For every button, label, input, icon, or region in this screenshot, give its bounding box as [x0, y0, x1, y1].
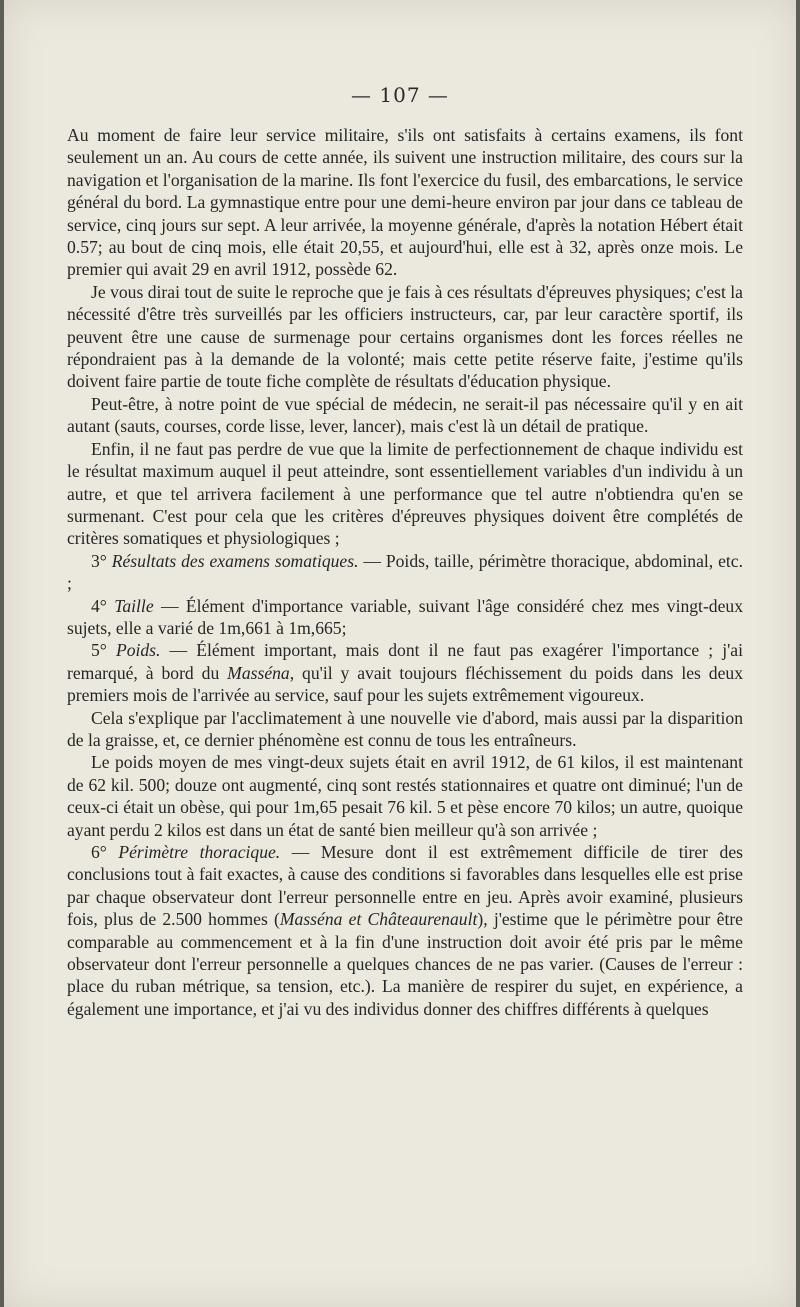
text-run: — Mesure dont il est extrêmement difficile de tirer des conclusions tout à fait exactes, à cause des conditions si favorables dans lesquelles elle est prise par chaque observateur dont l'erreur personnelle entre en jeu. Après avoir examiné, plusieurs fois, plus de 2.500 hommes (: [67, 842, 743, 930]
text-run: 4°: [91, 595, 115, 616]
paragraph: [67, 124, 743, 281]
book-page: [4, 0, 796, 1307]
text-run: — Poids, taille, périmètre thoracique, abdominal, etc. ;: [67, 550, 743, 594]
paragraph: [67, 841, 743, 1020]
text-run: Je vous dirai tout de suite le reproche que je fais à ces résultats d'épreuves physiques; c'est la nécessité d'être très surveillés par les officiers instructeurs, car, par leur caractère sportif, ils peuvent être une cause de surmenage pour certains organismes dont les forces réelles ne répondraient pas à la demande de la volonté; mais cette petite réserve faite, j'estime qu'ils doivent faire partie de toute fiche complète de résultats d'éducation physique.: [67, 281, 743, 392]
italic-text: Masséna et Châteaurenault: [279, 909, 478, 930]
text-run: 5°: [91, 640, 116, 661]
text-run: , qu'il y avait toujours fléchissement du poids dans les deux premiers mois de l'arrivée au service, sauf pour les sujets extrêmement vigoureux.: [67, 662, 743, 706]
text-run: Enfin, il ne faut pas perdre de vue que la limite de perfectionnement de chaque individu est le résultat maximum auquel il peut atteindre, sont essentiellement variables d'un individu à un autre, et que tel arrivera facilement à une performance que tel autre n'obtiendra qu'en se surmenant. C'est pour cela que les critères d'épreuves physiques doivent être complétés de critères somatiques et physiologiques ;: [67, 438, 743, 549]
paragraph: [67, 393, 743, 438]
italic-text: Résultats des examens somatiques.: [111, 550, 359, 571]
text-run: ), j'estime que le périmètre pour être comparable au commencement et à la fin d'une instruction doit avoir été pris par le même observateur dont l'erreur personnelle a quelques chances de ne pas varier. (Causes de l'erreur : place du ruban métrique, sa tension, etc.). La manière de respirer du sujet, en expérience, a également une importance, et j'ai vu des individus donner des chiffres différents à quelques: [67, 909, 743, 1019]
text-run: Cela s'explique par l'acclimatement à une nouvelle vie d'abord, mais aussi par la disparition de la graisse, et, ce dernier phénomène est connu de tous les entraîneurs.: [67, 707, 743, 750]
paragraph: [67, 281, 743, 393]
italic-text: Taille: [114, 595, 154, 616]
italic-text: Périmètre thoracique.: [118, 842, 281, 862]
text-run: — Élément d'importance variable, suivant l'âge considéré chez mes vingt-deux sujets, elle a varié de 1m,661 à 1m,665;: [67, 595, 743, 638]
text-run: Au moment de faire leur service militaire, s'ils ont satisfaits à certains examens, ils font seulement un an. Au cours de cette année, ils suivent une instruction militaire, des cours sur la navigation et l'organisation de la marine. Ils font l'exercice du fusil, des embarcations, le service général du bord. La gymnastique entre pour une demi-heure environ par jour dans ce tableau de service, cinq jours sur sept. A leur arrivée, la moyenne générale, d'après la notation Hébert était 0.57; au bout de cinq mois, elle était 20,55, et aujourd'hui, elle est à 32, après onze mois. Le premier qui avait 29 en avril 1912, possède 62.: [67, 125, 743, 280]
text-run: Peut-être, à notre point de vue spécial de médecin, ne serait-il pas nécessaire qu'il y en ait autant (sauts, courses, corde lisse, lever, lancer), mais c'est là un détail de pratique.: [67, 393, 743, 437]
page-number: — 107 —: [351, 83, 449, 107]
text-run: 3°: [91, 550, 112, 571]
paragraph: [67, 707, 743, 752]
paragraph: [67, 438, 743, 550]
paragraph: [67, 751, 743, 841]
text-run: — Élément important, mais dont il ne faut pas exagérer l'importance ; j'ai remarqué, à bord du: [67, 640, 743, 683]
italic-text: Masséna: [227, 662, 290, 683]
paragraph: [67, 639, 743, 706]
paragraph: [67, 595, 743, 640]
text-run: Le poids moyen de mes vingt-deux sujets était en avril 1912, de 61 kilos, il est maintenant de 62 kil. 500; douze ont augmenté, cinq sont restés stationnaires et quatre ont diminué; l'un de ceux-ci était un obèse, qui pour 1m,65 pesait 76 kil. 5 et pèse encore 70 kilos; un autre, quoique ayant perdu 2 kilos est dans un état de santé bien meilleur qu'à son arrivée ;: [67, 752, 743, 840]
paragraph: [67, 550, 743, 595]
italic-text: Poids.: [115, 640, 161, 661]
body-text: [67, 124, 743, 1020]
text-run: 6°: [91, 842, 119, 862]
